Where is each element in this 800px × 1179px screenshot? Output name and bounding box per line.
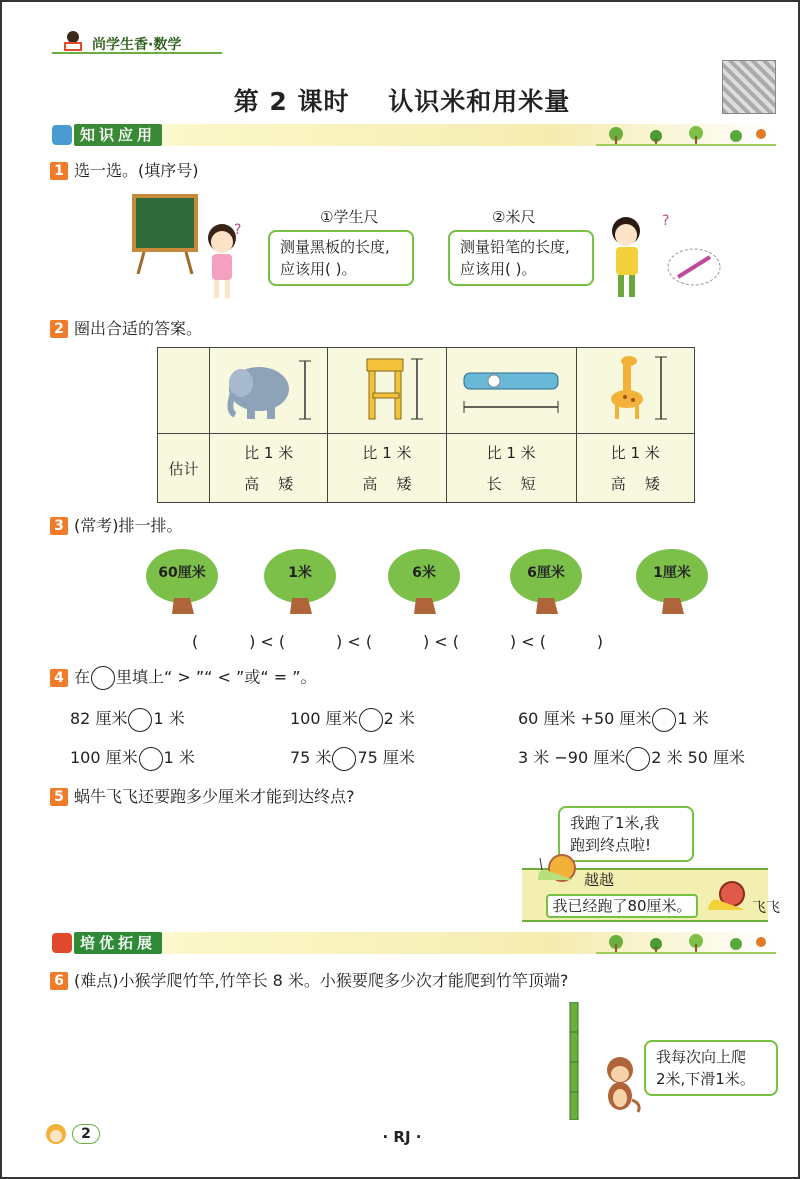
giraffe-cell bbox=[576, 348, 694, 434]
tree-icon bbox=[384, 548, 464, 616]
feifei-speech-box: 我已经跑了80厘米。 bbox=[546, 894, 698, 918]
blackboard-icon bbox=[130, 192, 200, 274]
bubble-line: 测量黑板的长度, bbox=[280, 238, 390, 256]
compare-right: 2 米 bbox=[383, 709, 415, 728]
question-number-5: 5 bbox=[50, 788, 68, 806]
bubble-line: 我跑了1米,我 bbox=[570, 814, 660, 832]
estimate-cell[interactable] bbox=[576, 434, 694, 503]
tree-label: 1厘米 bbox=[653, 565, 691, 581]
compare-right: 1 米 bbox=[677, 709, 709, 728]
trees-decoration-icon bbox=[596, 932, 776, 954]
trees-decoration-icon bbox=[596, 124, 776, 146]
tree-label: 60厘米 bbox=[158, 565, 206, 581]
book-icon bbox=[52, 125, 72, 145]
bubble-line: 跑到终点啦! bbox=[570, 836, 652, 854]
estimate-choices: 高 矮 bbox=[610, 475, 660, 493]
question-number-3: 3 bbox=[50, 517, 68, 535]
monkey-icon bbox=[600, 1054, 644, 1116]
compare-right: 1 米 bbox=[153, 709, 185, 728]
rolling-pin-icon bbox=[456, 353, 566, 425]
svg-text:?: ? bbox=[662, 213, 670, 229]
bamboo-pole-icon bbox=[568, 1002, 580, 1120]
compare-item bbox=[70, 745, 195, 771]
reading-child-icon bbox=[60, 30, 86, 52]
compare-item bbox=[518, 745, 745, 771]
estimate-compare: 比 1 米 bbox=[486, 444, 536, 462]
compare-item bbox=[290, 745, 415, 771]
elephant-cell bbox=[210, 348, 328, 434]
bubble-line: 我每次向上爬 bbox=[656, 1048, 747, 1066]
estimate-cell[interactable] bbox=[210, 434, 328, 503]
option-student-ruler: ①学生尺 bbox=[320, 208, 379, 226]
tree-icon bbox=[632, 548, 712, 616]
page-number-badge: 2 bbox=[72, 1124, 100, 1144]
estimate-cell[interactable] bbox=[446, 434, 576, 503]
compare-left: 3 米 −90 厘米 bbox=[518, 748, 626, 767]
tree-icon bbox=[142, 548, 222, 616]
tree-item bbox=[632, 548, 712, 616]
tree-item bbox=[142, 548, 222, 616]
speech-bubble-pencil bbox=[448, 230, 594, 286]
boy-thinking-pencil-icon bbox=[604, 207, 724, 302]
tree-item bbox=[384, 548, 464, 616]
rolling-pin-cell bbox=[446, 348, 576, 434]
stool-icon bbox=[337, 353, 437, 425]
tree-label: 6厘米 bbox=[527, 565, 565, 581]
stool-cell bbox=[328, 348, 446, 434]
compare-item bbox=[518, 706, 709, 732]
bubble-line: 2米,下滑1米。 bbox=[656, 1070, 755, 1088]
table-corner-cell bbox=[158, 348, 210, 434]
girl-thinking-icon bbox=[198, 220, 246, 302]
question-number-4: 4 bbox=[50, 669, 68, 687]
estimate-cell[interactable] bbox=[328, 434, 446, 503]
row-label-estimate: 估计 bbox=[158, 434, 210, 503]
section-bar-apply bbox=[46, 124, 776, 146]
compare-left: 60 厘米 +50 厘米 bbox=[518, 709, 652, 728]
section-bar-extend bbox=[46, 932, 776, 954]
snail-feifei-icon bbox=[706, 878, 750, 914]
speech-bubble-monkey bbox=[644, 1040, 778, 1096]
backpack-icon bbox=[52, 933, 72, 953]
question-number-6: 6 bbox=[50, 972, 68, 990]
snail-yueyue-icon bbox=[534, 850, 580, 886]
estimate-choices: 长 短 bbox=[486, 475, 536, 493]
answer-circle[interactable] bbox=[652, 708, 676, 732]
snail-name-feifei: 飞飞 bbox=[752, 900, 780, 916]
answer-circle[interactable] bbox=[626, 747, 650, 771]
answer-circle[interactable] bbox=[332, 747, 356, 771]
compare-left: 82 厘米 bbox=[70, 709, 128, 728]
section-label-extend: 培优拓展 bbox=[74, 932, 162, 954]
question-3-prompt: (常考)排一排。 bbox=[74, 516, 183, 535]
speech-bubble-blackboard bbox=[268, 230, 414, 286]
tree-item bbox=[260, 548, 340, 616]
header-brand bbox=[52, 30, 222, 54]
giraffe-icon bbox=[585, 353, 685, 425]
answer-circle[interactable] bbox=[359, 708, 383, 732]
question-2-prompt: 圈出合适的答案。 bbox=[74, 319, 203, 338]
question-4-prompt bbox=[74, 666, 317, 690]
footer-edition: · RJ · bbox=[382, 1128, 422, 1146]
estimate-table bbox=[157, 347, 695, 503]
tree-icon bbox=[506, 548, 586, 616]
elephant-icon bbox=[219, 353, 319, 425]
compare-left: 100 厘米 bbox=[70, 748, 138, 767]
estimate-choices: 高 矮 bbox=[362, 475, 412, 493]
snail-name-yueyue: 越越 bbox=[584, 871, 615, 889]
tree-item bbox=[506, 548, 586, 616]
prompt-part: 里填上“ > ”“ < ”或“ = ”。 bbox=[116, 667, 317, 687]
estimate-compare: 比 1 米 bbox=[362, 444, 412, 462]
question-5-prompt: 蜗牛飞飞还要跑多少厘米才能到达终点? bbox=[74, 787, 355, 806]
question-1-prompt: 选一选。(填序号) bbox=[74, 161, 199, 180]
brand-text: 尚学生香·数学 bbox=[92, 37, 182, 53]
prompt-part: 在 bbox=[74, 667, 91, 687]
compare-right: 2 米 50 厘米 bbox=[651, 748, 746, 767]
answer-circle[interactable] bbox=[128, 708, 152, 732]
bubble-line: 应该用( )。 bbox=[460, 260, 537, 278]
tree-icon bbox=[260, 548, 340, 616]
compare-left: 75 米 bbox=[290, 748, 332, 767]
question-number-1: 1 bbox=[50, 162, 68, 180]
question-6-prompt: (难点)小猴学爬竹竿,竹竿长 8 米。小猴要爬多少次才能爬到竹竿顶端? bbox=[74, 971, 569, 990]
estimate-compare: 比 1 米 bbox=[244, 444, 294, 462]
lesson-title: 第 2 课时 认识米和用米量 bbox=[233, 87, 571, 116]
compare-right: 1 米 bbox=[163, 748, 195, 767]
svg-text:?: ? bbox=[234, 222, 242, 238]
circle-icon bbox=[91, 666, 115, 690]
estimate-choices: 高 矮 bbox=[244, 475, 294, 493]
tree-label: 6米 bbox=[412, 565, 436, 581]
compare-left: 100 厘米 bbox=[290, 709, 358, 728]
answer-circle[interactable] bbox=[139, 747, 163, 771]
option-meter-stick: ②米尺 bbox=[492, 208, 536, 226]
estimate-compare: 比 1 米 bbox=[610, 444, 660, 462]
bubble-line: 应该用( )。 bbox=[280, 260, 357, 278]
question-number-2: 2 bbox=[50, 320, 68, 338]
compare-item bbox=[290, 706, 415, 732]
section-label-apply: 知识应用 bbox=[74, 124, 162, 146]
bubble-line: 测量铅笔的长度, bbox=[460, 238, 570, 256]
tree-label: 1米 bbox=[288, 565, 312, 581]
compare-item bbox=[70, 706, 185, 732]
ordering-answer-line[interactable]: ( ) < ( ) < ( ) < ( ) < ( ) bbox=[192, 632, 604, 651]
compare-right: 75 厘米 bbox=[357, 748, 415, 767]
